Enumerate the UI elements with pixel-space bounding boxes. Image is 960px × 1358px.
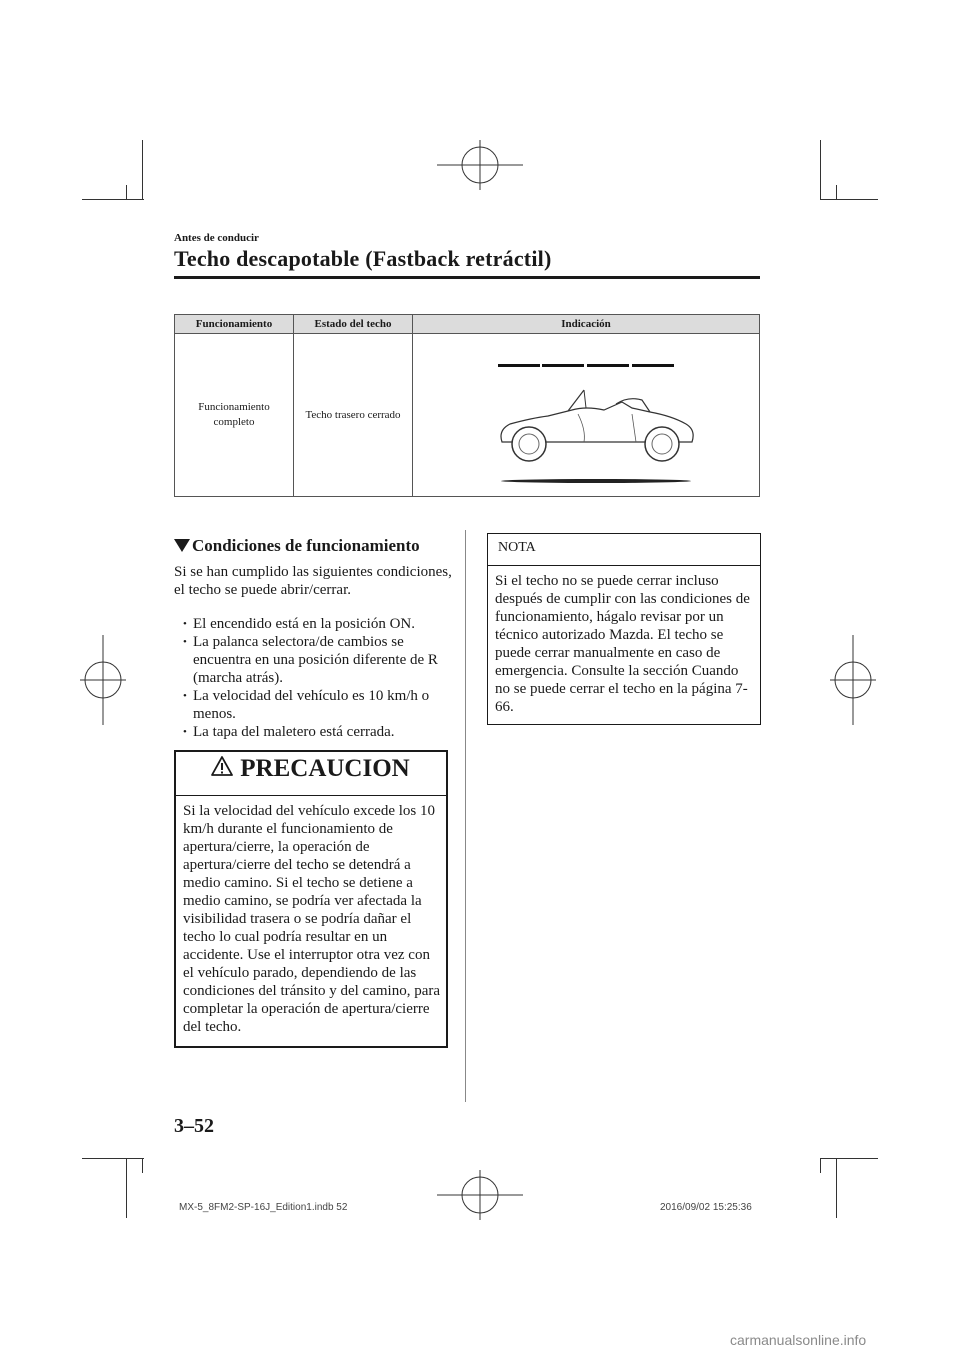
registration-mark-icon (80, 635, 126, 725)
column-divider (465, 530, 466, 1102)
operation-value: Funcionamiento completo (198, 401, 270, 428)
crop-mark (820, 199, 878, 200)
page-number: 3–52 (174, 1115, 214, 1137)
footer-timestamp: 2016/09/02 15:25:36 (660, 1202, 752, 1213)
conditions-list (183, 615, 453, 741)
footer-file: MX-5_8FM2-SP-16J_Edition1.indb 52 (179, 1202, 348, 1213)
caution-title-text: PRECAUCION (240, 755, 410, 782)
operation-table (174, 314, 760, 497)
conditions-heading-text: Condiciones de funcionamiento (192, 536, 420, 555)
crop-mark (82, 199, 144, 200)
list-item: • La palanca selectora/de cambios se encuentra en una posición diferente de R (marcha atrás). (183, 633, 453, 687)
registration-mark-icon (437, 140, 523, 190)
page-title: Techo descapotable (Fastback retráctil) (174, 246, 552, 271)
crop-mark (126, 1158, 127, 1218)
table-row (175, 334, 760, 497)
roof-state-value: Techo trasero cerrado (305, 408, 401, 421)
triangle-down-icon (174, 539, 190, 552)
note-divider (487, 565, 761, 566)
caution-divider (176, 795, 446, 796)
crop-mark (836, 185, 837, 200)
crop-mark (82, 1158, 144, 1159)
table-cell-operation (175, 334, 294, 497)
list-item: • El encendido está en la posición ON. (183, 615, 453, 633)
header-rule (174, 276, 760, 279)
list-item: • La velocidad del vehículo es 10 km/h o menos. (183, 687, 453, 723)
list-item: • La tapa del maletero está cerrada. (183, 723, 453, 741)
crop-mark (836, 1158, 837, 1218)
crop-mark (142, 140, 143, 200)
conditions-intro: Si se han cumplido las siguientes condiciones, el techo se puede abrir/cerrar. (174, 564, 452, 598)
caution-title (174, 755, 446, 783)
warning-icon (210, 755, 234, 777)
note-text: Si el techo no se puede cerrar incluso después de cumplir con las condiciones de funcionamiento, hágalo revisar por un técnico autorizado Mazda. El techo se puede cerrar manualmente en caso de emergencia. Consulte la sección Cuando no se puede cerrar el techo en la página 7-66. (495, 573, 750, 715)
section-label: Antes de conducir (174, 232, 259, 244)
table-header-operation: Funcionamiento (175, 315, 294, 334)
note-title: NOTA (498, 540, 536, 555)
conditions-heading (174, 536, 420, 556)
crop-mark (820, 1158, 821, 1173)
table-header-roof-state: Estado del techo (294, 315, 413, 334)
car-roof-indicator-icon (436, 338, 736, 488)
crop-mark (820, 1158, 878, 1159)
registration-mark-icon (830, 635, 876, 725)
table-cell-roof-state (294, 334, 413, 497)
watermark: carmanualsonline.info (730, 1332, 867, 1348)
registration-mark-icon (437, 1170, 523, 1220)
crop-mark (126, 185, 127, 200)
crop-mark (142, 1158, 143, 1173)
caution-text: Si la velocidad del vehículo excede los 10 km/h durante el funcionamiento de apertura/cierre, la operación de apertura/cierre del techo se detendrá a medio camino. Si el techo se detiene a medio camino, se podría ver afectada la visibilidad trasera o se podría dañar el techo lo cual podría resultar en un accidente. Use el interruptor otra vez con el vehículo parado, dependiendo de las condiciones del tránsito y del camino, para completar la operación de apertura/cierre del techo. (183, 803, 440, 1035)
table-cell-indication (413, 334, 760, 497)
table-header-indication: Indicación (413, 315, 760, 334)
crop-mark (820, 140, 821, 200)
